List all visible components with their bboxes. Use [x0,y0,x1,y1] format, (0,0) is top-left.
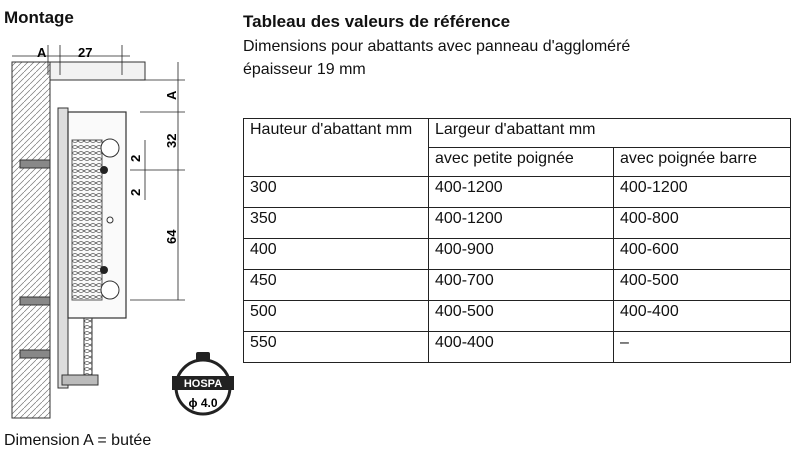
hospa-diameter-text: ϕ 4.0 [188,396,218,410]
reference-title: Tableau des valeurs de référence [243,12,511,31]
dim-a-top-label: A [37,45,47,60]
cell-bar: – [614,332,791,363]
table-row [244,301,791,332]
stay-mechanism [58,108,126,388]
cell-bar: 400-800 [614,208,791,239]
cell-height: 500 [244,301,429,332]
cell-bar: 400-400 [614,301,791,332]
cell-small: 400-700 [429,270,614,301]
hospa-badge-icon [172,352,234,414]
table-row [244,208,791,239]
dim-a-side-label: A [164,90,179,100]
dim-64-label: 64 [164,229,179,244]
dim-2a-label: 2 [128,154,143,162]
cell-height: 350 [244,208,429,239]
dimension-caption: Dimension A = butée [4,432,152,449]
cell-bar: 400-1200 [614,177,791,208]
cell-small: 400-900 [429,239,614,270]
montage-drawing [0,30,236,430]
table-row [244,270,791,301]
dim-27-label: 27 [78,45,93,60]
table-header-row [244,119,791,148]
col-small-handle-header: avec petite poignée [429,148,614,177]
reference-table [243,118,791,363]
reference-subtitle-line2: épaisseur 19 mm [243,61,366,78]
reference-subtitle-line1: Dimensions pour abattants avec panneau d'aggloméré [243,38,631,55]
dim-32-label: 32 [164,133,179,148]
hospa-brand-text: HOSPA [183,378,223,390]
cell-height: 550 [244,332,429,363]
col-bar-handle-header: avec poignée barre [614,148,791,177]
cell-height: 300 [244,177,429,208]
table-row [244,177,791,208]
col-width-group-header: Largeur d'abattant mm [429,119,791,148]
cell-small: 400-1200 [429,208,614,239]
table-row [244,332,791,363]
cell-height: 400 [244,239,429,270]
montage-title: Montage [4,8,74,27]
col-height-header: Hauteur d'abattant mm [244,119,429,177]
cell-small: 400-400 [429,332,614,363]
cell-small: 400-1200 [429,177,614,208]
cell-bar: 400-600 [614,239,791,270]
cell-small: 400-500 [429,301,614,332]
cell-height: 450 [244,270,429,301]
dim-2b-label: 2 [128,188,143,196]
table-row [244,239,791,270]
cell-bar: 400-500 [614,270,791,301]
